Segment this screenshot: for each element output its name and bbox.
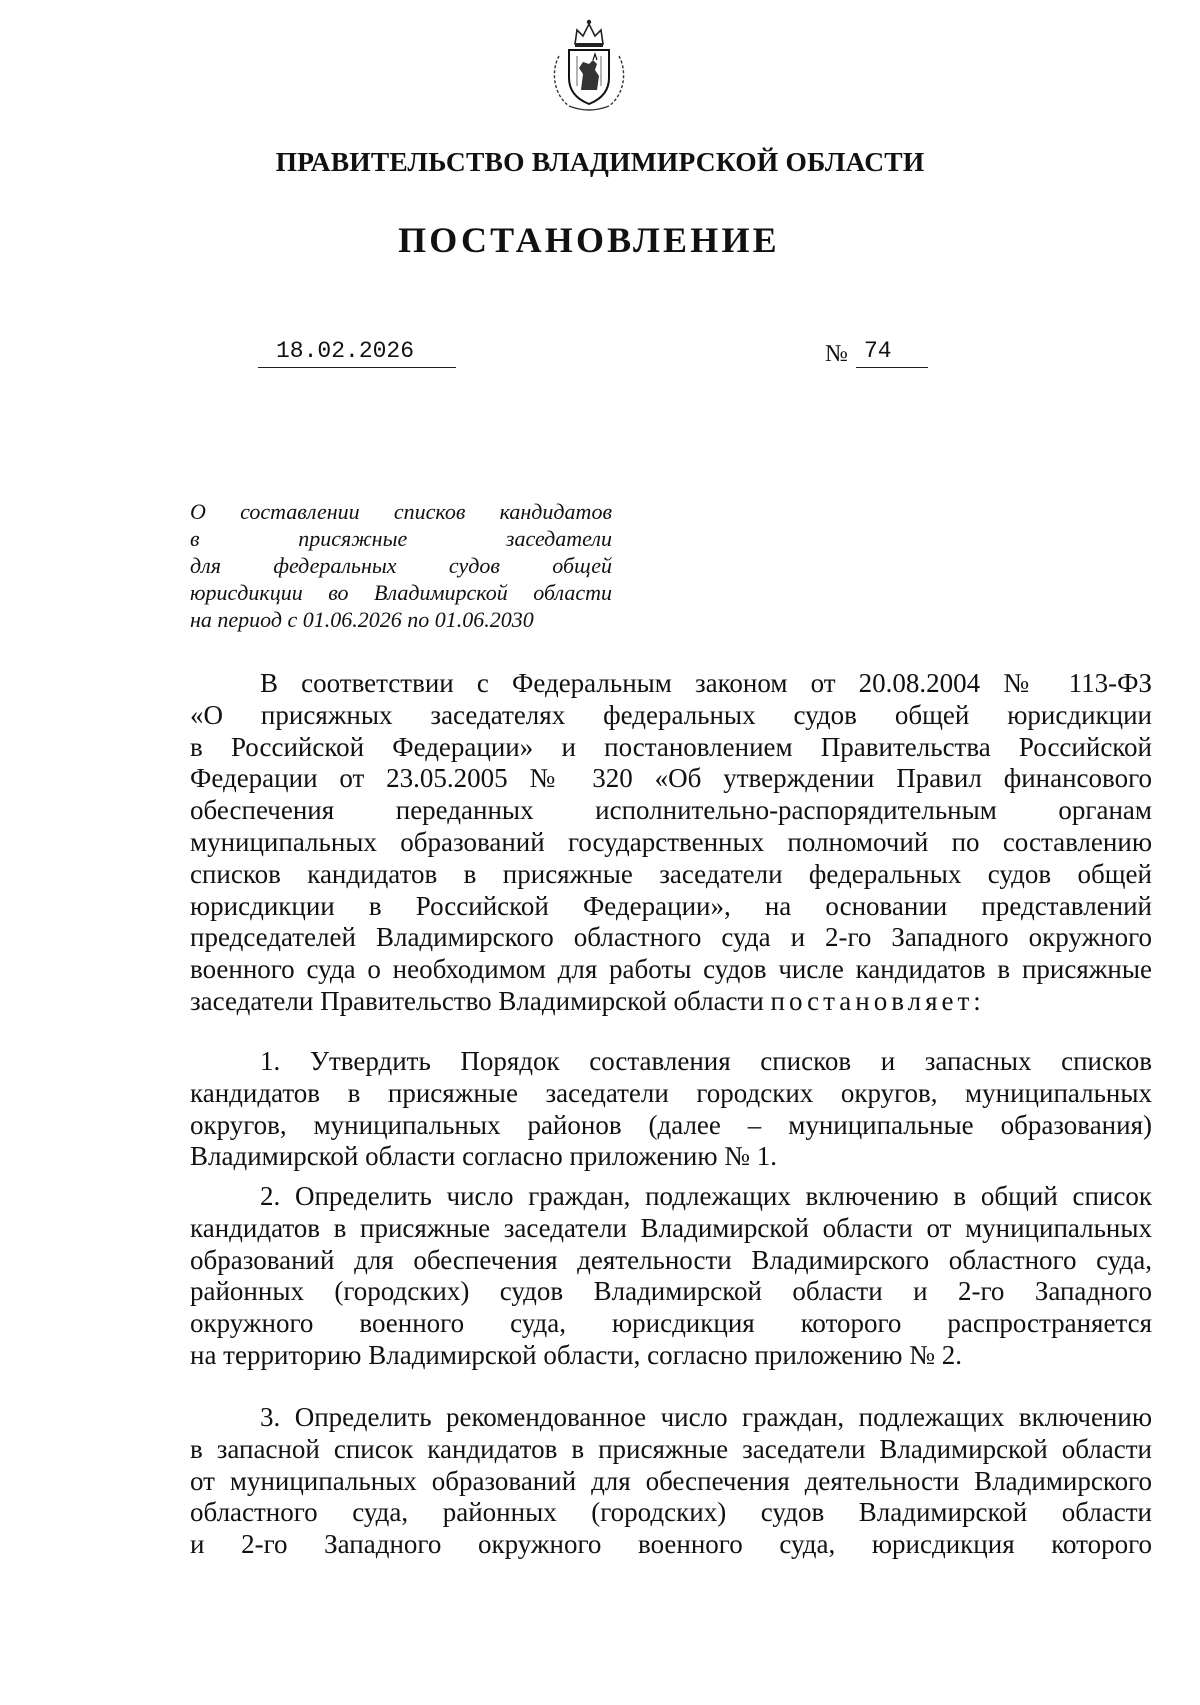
subject-line: юрисдикции во Владимирской области <box>190 580 612 605</box>
body-line: 2. Определить число граждан, подлежащих включению в общий список <box>260 1181 1152 1211</box>
document-number: 74 <box>856 336 928 368</box>
item-3-paragraph <box>190 1402 1152 1561</box>
body-line: В соответствии с Федеральным законом от 20.08.2004 № 113-ФЗ <box>260 668 1152 698</box>
document-number-label: № <box>825 341 848 367</box>
body-line: «О присяжных заседателях федеральных судов общей юрисдикции <box>190 699 1152 730</box>
body-line: муниципальных образований государственных полномочий по составлению <box>190 826 1152 857</box>
body-line: на территорию Владимирской области, согласно приложению № 2. <box>190 1339 962 1370</box>
subject-line: в присяжные заседатели <box>190 526 612 551</box>
body-line: заседатели Правительство Владимирской области <box>190 985 764 1016</box>
body-line: окружного военного суда, юрисдикция которого распространяется <box>190 1308 1152 1339</box>
body-line: председателей Владимирского областного суда и 2-го Западного окружного <box>190 922 1152 953</box>
body-line: Владимирской области согласно приложению № 1. <box>190 1141 778 1172</box>
item-2-paragraph <box>190 1181 1152 1372</box>
preamble-paragraph <box>190 668 1152 1018</box>
document-date: 18.02.2026 <box>258 336 456 368</box>
body-line: областного суда, районных (городских) судов Владимирской области <box>190 1497 1152 1528</box>
body-line: 3. Определить рекомендованное число граждан, подлежащих включению <box>260 1402 1152 1432</box>
body-line: обеспечения переданных исполнительно-распорядительным органам <box>190 795 1152 826</box>
body-line: и 2-го Западного окружного военного суда, юрисдикция которого <box>190 1529 1152 1560</box>
body-line: образований для обеспечения деятельности Владимирского областного суда, <box>190 1244 1152 1275</box>
body-line: районных (городских) судов Владимирской области и 2-го Западного <box>190 1276 1152 1307</box>
organization-name: ПРАВИТЕЛЬСТВО ВЛАДИМИРСКОЙ ОБЛАСТИ <box>275 146 925 177</box>
document-type-title: ПОСТАНОВЛЕНИЕ <box>398 220 780 260</box>
body-line: юрисдикции в Российской Федерации», на основании представлений <box>190 890 1152 921</box>
decree-word: постановляет: <box>770 985 985 1016</box>
subject-line: для федеральных судов общей <box>190 553 612 578</box>
subject-line: на период с 01.06.2026 по 01.06.2030 <box>190 607 534 632</box>
body-line: списков кандидатов в присяжные заседатели федеральных судов общей <box>190 858 1152 889</box>
body-line: от муниципальных образований для обеспечения деятельности Владимирского <box>190 1465 1152 1496</box>
coat-of-arms-emblem <box>541 16 637 116</box>
body-line: 1. Утвердить Порядок составления списков и запасных списков <box>260 1046 1152 1076</box>
body-line-final <box>190 986 1152 1018</box>
body-line: в запасной список кандидатов в присяжные заседатели Владимирской области <box>190 1433 1152 1464</box>
body-line: в Российской Федерации» и постановлением Правительства Российской <box>190 731 1152 762</box>
document-subject <box>190 498 612 633</box>
subject-line: О составлении списков кандидатов <box>190 499 612 524</box>
item-1-paragraph <box>190 1046 1152 1173</box>
body-line: Федерации от 23.05.2005 № 320 «Об утверждении Правил финансового <box>190 763 1152 794</box>
body-line: военного суда о необходимом для работы судов числе кандидатов в присяжные <box>190 954 1152 985</box>
body-line: кандидатов в присяжные заседатели Владимирской области от муниципальных <box>190 1212 1152 1243</box>
body-line: кандидатов в присяжные заседатели городских округов, муниципальных <box>190 1077 1152 1108</box>
body-line: округов, муниципальных районов (далее – муниципальные образования) <box>190 1109 1152 1140</box>
